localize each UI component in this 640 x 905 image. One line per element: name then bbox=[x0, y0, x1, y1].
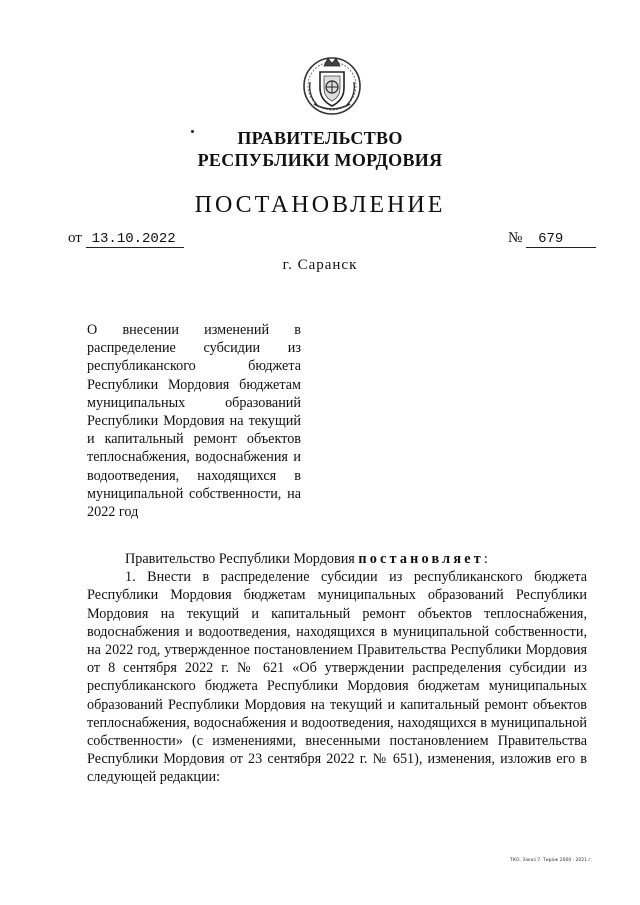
intro-paragraph bbox=[87, 550, 587, 568]
intro-text: Правительство Республики Мордовия bbox=[125, 551, 355, 567]
paragraph-1: 1. Внести в распределение субсидии из республиканского бюджета Республики Мордовия бюджетам муниципальных образований Республики Мордовия на текущий и капитальный ремонт объектов теплоснабжения, водоснабжения и водоотведения, находящихся в муниципальной собственности, на 2022 год, утвержденное постановлением Правительства Республики Мордовия от 8 сентября 2022 г. № 621 «Об утверждении распределения субсидии из республиканского бюджета Республики Мордовия бюджетам муниципальных образований Республики Мордовия на текущий и капитальный ремонт объектов теплоснабжения, водоснабжения и водоотведения, находящихся в муниципальной собственности» (с изменениями, внесенными постановлением Правительства Республики Мордовия от 23 сентября 2022 г. № 651), изменения, изложив его в следующей редакции: bbox=[87, 569, 587, 786]
city-label: г. Саранск bbox=[282, 257, 358, 273]
number-field bbox=[508, 230, 596, 248]
coat-of-arms-icon bbox=[300, 52, 364, 116]
intro-suffix: : bbox=[483, 551, 488, 567]
date-value: 13.10.2022 bbox=[86, 231, 184, 248]
number-prefix: № bbox=[508, 230, 523, 246]
government-title-line1: ПРАВИТЕЛЬСТВО bbox=[237, 128, 403, 148]
government-title-line2: РЕСПУБЛИКИ МОРДОВИЯ bbox=[197, 150, 443, 170]
date-field bbox=[68, 230, 184, 248]
document-type-title: ПОСТАНОВЛЕНИЕ bbox=[194, 192, 446, 218]
document-subject: О внесении изменений в распределение субсидии из республиканского бюджета Республики Мордовия бюджетам муниципальных образований Республики Мордовия на текущий и капитальный ремонт объектов теплоснабжения, водоснабжения и водоотведения, находящихся в муниципальной собственности, на 2022 год bbox=[87, 322, 301, 521]
intro-keyword: постановляет bbox=[358, 551, 484, 567]
number-value: 679 bbox=[526, 231, 596, 248]
print-footer: ТКО. Заказ 7. Тираж 2000 · 2021 г. bbox=[510, 858, 593, 863]
document-body bbox=[87, 550, 587, 787]
date-prefix: от bbox=[68, 230, 82, 246]
